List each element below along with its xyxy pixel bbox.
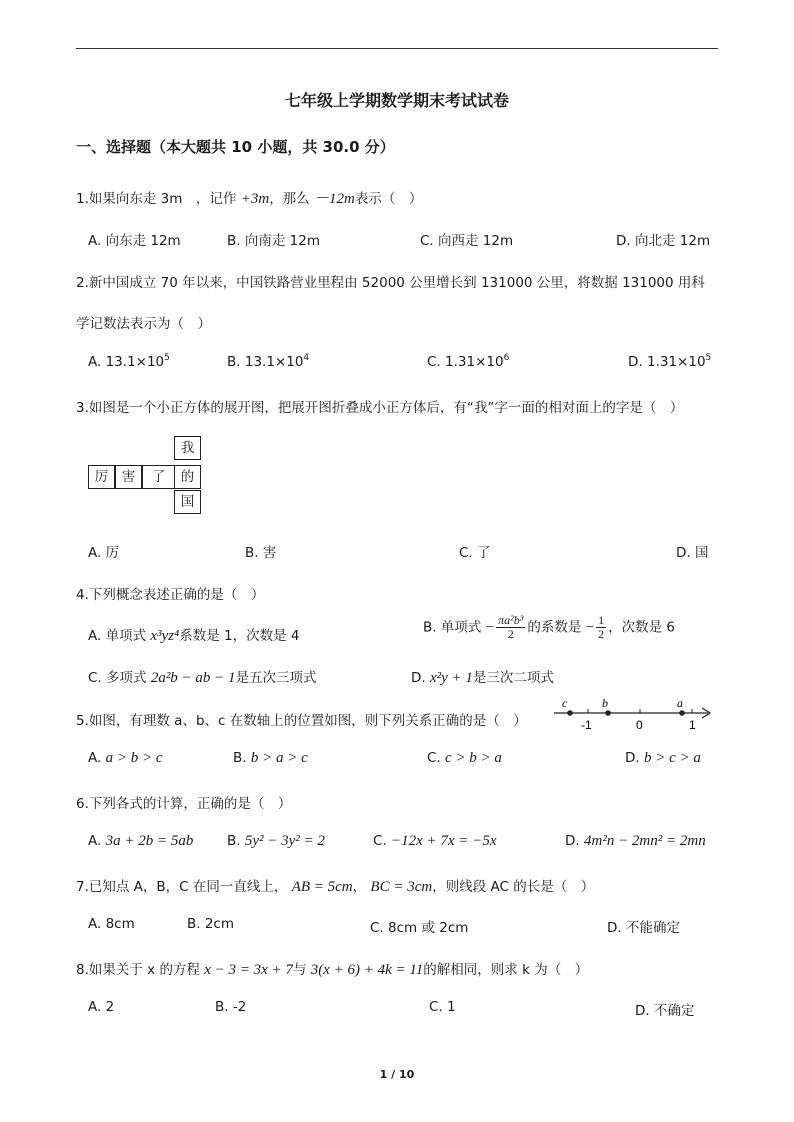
question-8 xyxy=(76,958,588,979)
point-a xyxy=(679,710,685,716)
q3-option-d[interactable]: D. 国 xyxy=(676,545,709,561)
q4-option-d-expr: x²y + 1 xyxy=(429,670,473,686)
q7-option-d[interactable]: D. 不能确定 xyxy=(607,920,680,936)
label-b: b xyxy=(602,696,608,710)
q2-option-b-base: 13.1×10 xyxy=(244,354,304,370)
q2-option-b-label: B. xyxy=(227,354,245,370)
q6-option-b-expr: 5y² − 3y² = 2 xyxy=(244,833,325,849)
q6-option-a-label: A. xyxy=(88,833,102,849)
point-b xyxy=(605,710,611,716)
q6-option-c-label: C. xyxy=(373,833,387,849)
label-1: 1 xyxy=(689,718,696,732)
q5-option-c-label: C. xyxy=(427,750,441,766)
q6-option-c[interactable] xyxy=(373,833,496,850)
q5-option-c[interactable] xyxy=(427,750,502,767)
page-number: 1 / 10 xyxy=(379,1068,415,1081)
q4-option-b[interactable]: B. 单项式 − $\frac{\text{πa²b³}}{2}$ 的系数是 − $\frac{1}{2}$ ，次数是 6 xyxy=(423,613,675,641)
q4-option-d[interactable] xyxy=(411,666,554,687)
point-c xyxy=(567,710,573,716)
q1-expr-2: －12m xyxy=(313,191,355,207)
q1-option-d[interactable]: D. 向北走 12m xyxy=(616,233,711,249)
q4-option-b-denominator: 2 xyxy=(507,627,514,641)
q2-text-line2: 学记数法表示为（ ） xyxy=(76,316,211,332)
q5-option-b-expr: b > a > c xyxy=(250,750,308,766)
q7-expr-1: AB = 5cm xyxy=(291,879,353,895)
q7-option-b[interactable]: B. 2cm xyxy=(187,916,235,932)
cube-cell-li: 厉 xyxy=(88,465,115,489)
q7-text-part3: ，则线段 AC 的长是（ ） xyxy=(432,879,595,895)
q2-option-d[interactable] xyxy=(628,353,711,370)
q5-option-d-label: D. xyxy=(625,750,640,766)
q4-option-a[interactable] xyxy=(88,624,300,645)
q2-option-c[interactable] xyxy=(427,353,509,370)
q8-option-a[interactable]: A. 2 xyxy=(88,999,115,1015)
q2-option-d-base: 1.31×10 xyxy=(646,354,706,370)
cube-cell-hai: 害 xyxy=(115,465,142,489)
q2-option-d-exp: 5 xyxy=(705,353,712,363)
q8-text-part1: 8.如果关于 x 的方程 xyxy=(76,962,200,978)
q1-text-part3: 表示（ ） xyxy=(354,191,423,207)
q2-option-a[interactable] xyxy=(88,353,170,370)
cube-cell-le: 了 xyxy=(142,465,175,489)
q5-option-d[interactable] xyxy=(625,750,701,767)
cube-cell-de: 的 xyxy=(174,465,201,489)
q7-option-c[interactable]: C. 8cm 或 2cm xyxy=(370,920,469,936)
q4-option-c[interactable] xyxy=(88,666,317,687)
q2-option-d-label: D. xyxy=(628,354,647,370)
q2-option-c-label: C. xyxy=(427,354,446,370)
q4-option-b-rest: ，次数是 6 xyxy=(608,619,675,636)
q4-option-d-label: D. xyxy=(411,670,426,686)
q6-option-d-label: D. xyxy=(565,833,580,849)
q1-text-part2: ，那么 xyxy=(269,191,310,207)
q7-text-part1: 7.已知点 A，B，C 在同一直线上， xyxy=(76,879,288,895)
q3-option-a[interactable]: A. 厉 xyxy=(88,545,120,561)
q4-option-b-coef-den: 2 xyxy=(598,627,605,641)
page-title: 七年级上学期数学期末考试试卷 xyxy=(284,91,509,110)
q1-expr-1: +3m xyxy=(240,191,270,207)
q5-option-a-expr: a > b > c xyxy=(105,750,163,766)
q6-option-a[interactable] xyxy=(88,833,193,850)
q4-text: 4.下列概念表述正确的是（ ） xyxy=(76,587,265,603)
label-minus-1: -1 xyxy=(581,718,592,732)
q5-option-c-expr: c > b > a xyxy=(445,750,502,766)
q2-text-line1: 2.新中国成立 70 年以来，中国铁路营业里程由 52000 公里增长到 131000 公里，将数据 131000 用科 xyxy=(76,275,705,291)
q4-option-a-rest: 系数是 1，次数是 4 xyxy=(179,628,300,644)
q8-option-d[interactable]: D. 不确定 xyxy=(635,1003,695,1019)
q7-option-a[interactable]: A. 8cm xyxy=(88,916,135,932)
q5-option-b[interactable] xyxy=(233,750,308,767)
q4-option-a-expr: x³yz⁴ xyxy=(150,628,180,644)
q4-option-b-numerator: πa²b³ xyxy=(498,613,524,627)
q4-option-a-label: A. 单项式 xyxy=(88,628,147,644)
q2-option-b[interactable] xyxy=(227,353,309,370)
q8-text-part3: 的解相同，则求 k 为（ ） xyxy=(423,962,589,978)
q2-option-a-exp: 5 xyxy=(164,353,170,363)
q4-option-d-rest: 是三次二项式 xyxy=(472,670,554,686)
q8-expr-2: 3(x + 6) + 4k = 11 xyxy=(310,962,424,978)
q1-option-c[interactable]: C. 向西走 12m xyxy=(420,233,514,249)
question-7 xyxy=(76,875,594,896)
cube-cell-wo: 我 xyxy=(174,436,201,460)
q6-option-b[interactable] xyxy=(227,833,325,850)
q6-option-c-expr: −12x + 7x = −5x xyxy=(391,833,497,849)
header-rule xyxy=(76,48,718,49)
q2-option-a-label: A. xyxy=(88,354,106,370)
q8-option-b[interactable]: B. -2 xyxy=(215,999,247,1015)
q3-option-c[interactable]: C. 了 xyxy=(459,545,491,561)
q2-option-c-exp: 6 xyxy=(503,353,510,363)
q4-option-c-label: C. 多项式 xyxy=(88,670,147,686)
label-0: 0 xyxy=(636,718,643,732)
q5-text: 5.如图，有理数 a、b、c 在数轴上的位置如图，则下列关系正确的是（ ） xyxy=(76,713,527,729)
q3-text: 3.如图是一个小正方体的展开图，把展开图折叠成小正方体后，有“我”字一面的相对面上的字是（ ） xyxy=(76,400,684,416)
label-c: c xyxy=(562,696,568,710)
q6-text: 6.下列各式的计算，正确的是（ ） xyxy=(76,796,292,812)
q4-option-c-rest: 是五次三项式 xyxy=(235,670,317,686)
q4-option-b-coef-fraction xyxy=(596,614,606,641)
q8-text-part2: 与 xyxy=(292,962,307,978)
q1-option-b[interactable]: B. 向南走 12m xyxy=(227,233,320,249)
q4-option-b-coef-num: 1 xyxy=(598,613,605,627)
q4-option-c-expr: 2a²b − ab − 1 xyxy=(150,670,236,686)
q5-option-d-expr: b > c > a xyxy=(643,750,701,766)
q2-option-c-base: 1.31×10 xyxy=(445,354,504,370)
q6-option-d-expr: 4m²n − 2mn² = 2mn xyxy=(583,833,706,849)
q5-option-a[interactable] xyxy=(88,750,163,767)
q6-option-d[interactable] xyxy=(565,833,706,850)
q5-option-a-label: A. xyxy=(88,750,102,766)
q2-option-b-exp: 4 xyxy=(303,353,310,363)
q6-option-a-expr: 3a + 2b = 5ab xyxy=(105,833,194,849)
q2-option-a-base: 13.1×10 xyxy=(105,354,165,370)
q4-option-b-label: B. 单项式 xyxy=(423,619,482,636)
q3-option-b[interactable]: B. 害 xyxy=(245,545,277,561)
cube-cell-guo: 国 xyxy=(174,490,201,514)
q6-option-b-label: B. xyxy=(227,833,241,849)
question-1 xyxy=(76,187,422,208)
q7-text-part2: ， xyxy=(352,879,367,895)
label-a: a xyxy=(677,696,683,710)
q4-option-b-fraction xyxy=(496,614,525,641)
section-heading: 一、选择题（本大题共 10 小题，共 30.0 分） xyxy=(76,138,395,156)
number-line xyxy=(552,696,718,736)
q5-option-b-label: B. xyxy=(233,750,247,766)
q4-option-b-mid: 的系数是 xyxy=(527,619,582,636)
q8-expr-1: x − 3 = 3x + 7 xyxy=(204,962,293,978)
q7-expr-2: BC = 3cm xyxy=(370,879,433,895)
q1-option-a[interactable]: A. 向东走 12m xyxy=(88,233,181,249)
q1-text-part1: 1.如果向东走 3m ，记作 xyxy=(76,191,237,207)
q8-option-c[interactable]: C. 1 xyxy=(429,999,456,1015)
